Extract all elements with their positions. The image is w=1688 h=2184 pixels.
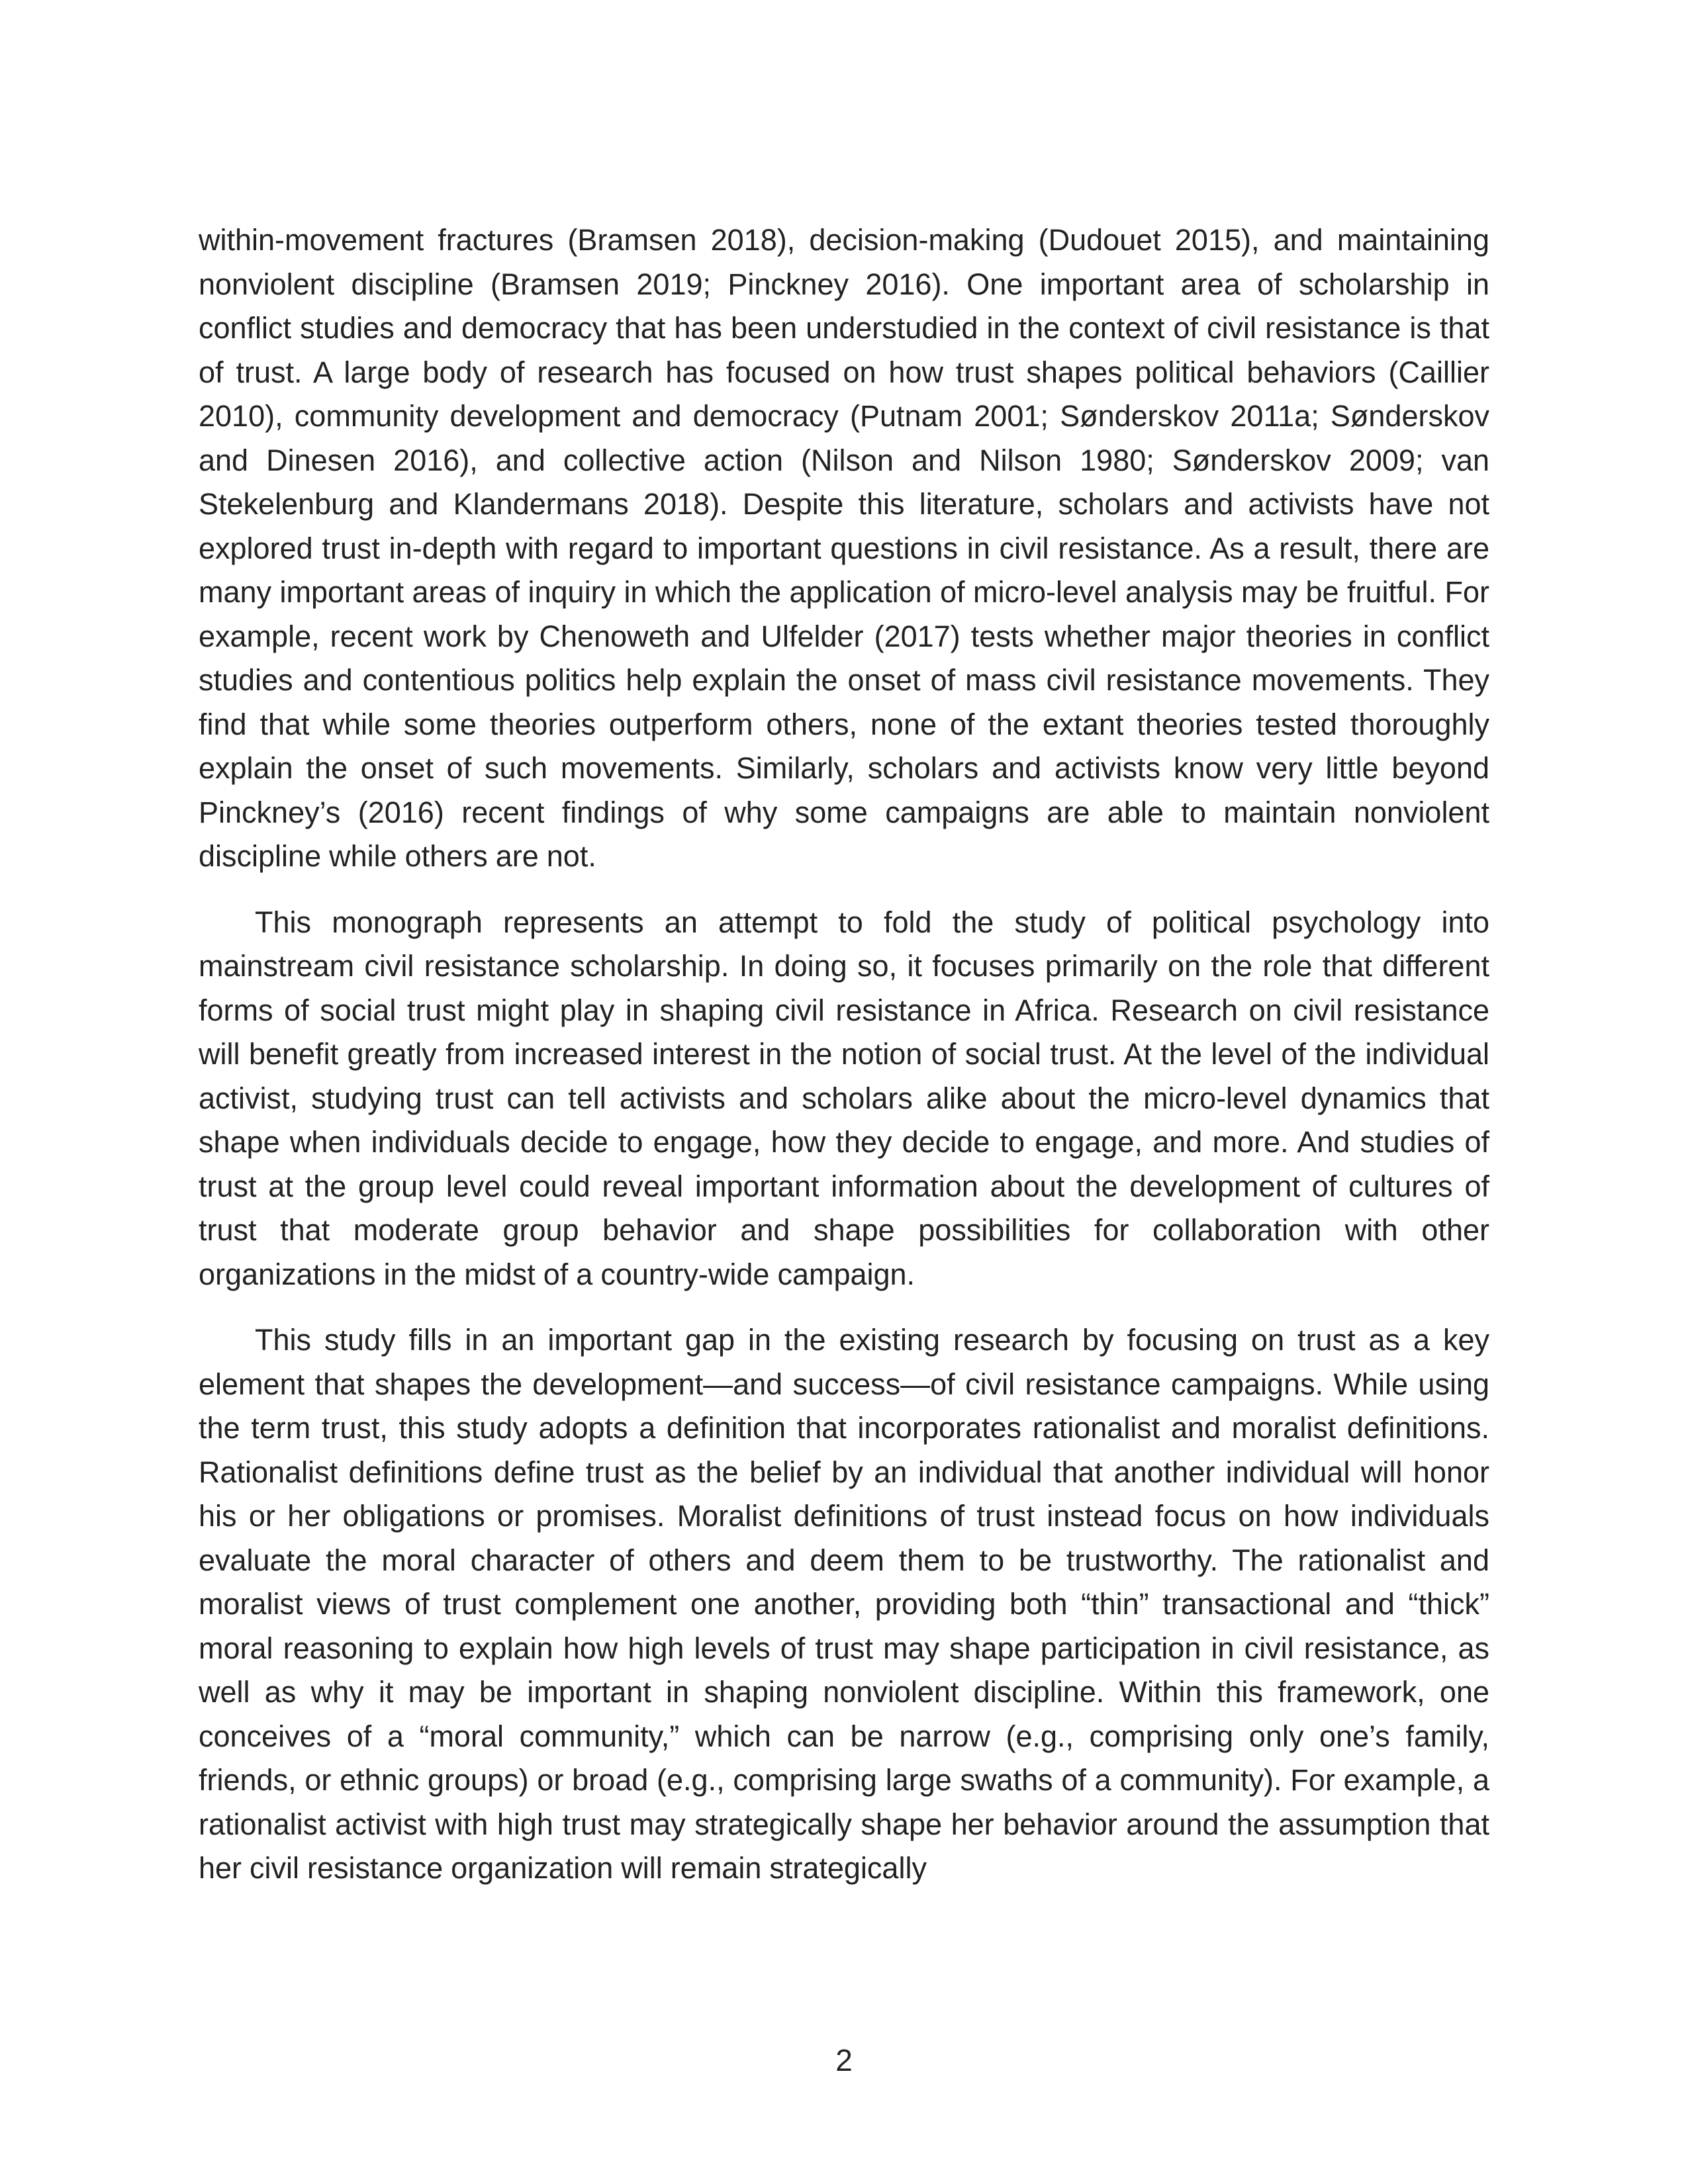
body-paragraph-1: within-movement fractures (Bramsen 2018), decision-making (Dudouet 2015), and maintaining nonviolent discipline (Bramsen 2019; Pinckney 2016). One important area of scholarship in conflict studies and democracy that has been understudied in the context of civil resistance is that of trust. A large body of research has focused on how trust shapes political behaviors (Caillier 2010), community development and democracy (Putnam 2001; Sønderskov 2011a; Sønderskov and Dinesen 2016), and collective action (Nilson and Nilson 1980; Sønderskov 2009; van Stekelenburg and Klandermans 2018). Despite this literature, scholars and activists have not explored trust in-depth with regard to important questions in civil resistance. As a result, there are many important areas of inquiry in which the application of micro-level analysis may be fruitful. For example, recent work by Chenoweth and Ulfelder (2017) tests whether major theories in conflict studies and contentious politics help explain the onset of mass civil resistance movements. They find that while some theories outperform others, none of the extant theories tested thoroughly explain the onset of such movements. Similarly, scholars and activists know very little beyond Pinckney’s (2016) recent findings of why some campaigns are able to maintain nonviolent discipline while others are not.: [199, 223, 1489, 873]
body-paragraph-2: This monograph represents an attempt to fold the study of political psychology into mainstream civil resistance scholarship. In doing so, it focuses primarily on the role that different forms of social trust might play in shaping civil resistance in Africa. Research on civil resistance will benefit greatly from increased interest in the notion of social trust. At the level of the individual activist, studying trust can tell activists and scholars alike about the micro-level dynamics that shape when individuals decide to engage, how they decide to engage, and more. And studies of trust at the group level could reveal important information about the development of cultures of trust that moderate group behavior and shape possibilities for collaboration with other organizations in the midst of a country-wide campaign.: [199, 905, 1489, 1291]
page-number: 2: [835, 2043, 853, 2077]
body-paragraph-3: This study fills in an important gap in the existing research by focusing on trust as a key element that shapes the development—and success—of civil resistance campaigns. While using the term trust, this study adopts a definition that incorporates rationalist and moralist definitions. Rationalist definitions define trust as the belief by an individual that another individual will honor his or her obligations or promises. Moralist definitions of trust instead focus on how individuals evaluate the moral character of others and deem them to be trustworthy. The rationalist and moralist views of trust complement one another, providing both “thin” transactional and “thick” moral reasoning to explain how high levels of trust may shape participation in civil resistance, as well as why it may be important in shaping nonviolent discipline. Within this framework, one conceives of a “moral community,” which can be narrow (e.g., comprising only one’s family, friends, or ethnic groups) or broad (e.g., comprising large swaths of a community). For example, a rationalist activist with high trust may strategically shape her behavior around the assumption that her civil resistance organization will remain strategically: [199, 1323, 1489, 1885]
document-page: [199, 218, 1489, 1891]
